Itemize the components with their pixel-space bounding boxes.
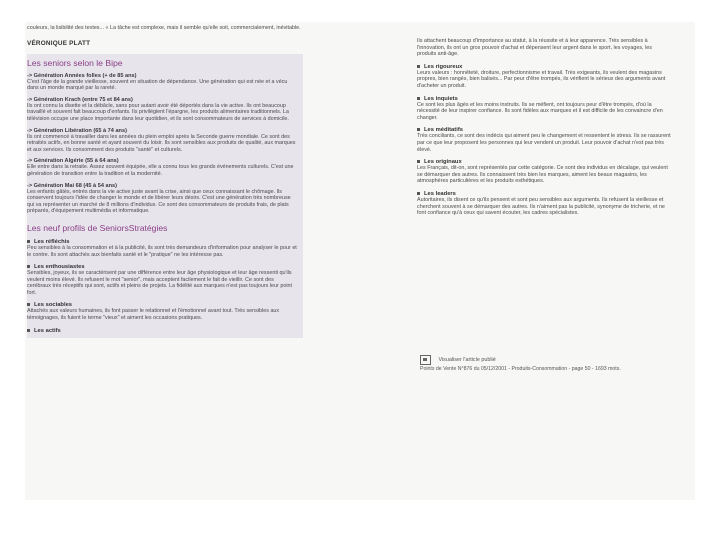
profile-heading: Les actifs <box>27 328 299 334</box>
bullet-icon <box>417 65 420 68</box>
left-column <box>27 25 303 500</box>
bullet-icon <box>27 265 30 268</box>
profile-text: Très conciliants, ce sont des indécis qui aiment peu le changement et ressentent le stress. Ils se rassurent par ce que leur proposent les personnes qui leur vendent un produit. Leur pouvoir d'achat n'est pas très élevé. <box>417 133 671 153</box>
profile-text: Sensibles, joyeux, ils se caractérisent par une différence entre leur âge physiologique et leur âge ressenti qu'ils veulent moins élevé. Ils refusent le mot "senior", mais acceptent facilement le fait de vieillir. Ce sont des cerébraux très réceptifs qui sont, actifs et pleins de projets. La fidélité aux marques n'est pas toujours leur point fort. <box>27 270 293 296</box>
view-article-link[interactable] <box>420 351 620 361</box>
profile-heading: Les rigoureux <box>417 64 672 70</box>
profile-text: Leurs valeurs : honnêteté, droiture, perfectionnisme et travail. Très exigeants, ils veulent des magasins propres, bien rangés, bien balisés... Par peur d'être trompés, ils vérifient le sérieux des arguments avant d'acheter un produit. <box>417 69 666 89</box>
generation-text: Ils ont commencé à travailler dans les années du plein emploi après la Seconde guerre mondiale. Ce sont des retraités actifs, en bonne santé et ayant souvent du loisir. Ils sont sensibles aux produits de qualité, aux marques et aux services. Ils consomment des produits "santé" et culturels. <box>27 133 296 153</box>
generation-heading: -> Génération Libération (65 à 74 ans) <box>27 127 127 134</box>
author-name: VÉRONIQUE PLATT <box>27 39 91 47</box>
profile-text: Ce sont les plus âgés et les moins instruits. Ils se méfient, ont toujours peur d'être trompés, d'où la nécessité de leur inspirer confiance. Ils sont fidèles aux marques et il est difficile de les convaincre d'en changer. <box>417 101 663 121</box>
profile-text: Attachés aux valeurs humaines, ils font passer le relationnel et l'émotionnel avant tout. Très sensibles aux témoignages, ils fuient le terme "vieux" et aiment les occasions pratiques. <box>27 308 280 322</box>
bullet-icon <box>27 240 30 243</box>
generation-heading: -> Génération Algérie (55 à 64 ans) <box>27 158 119 165</box>
profile-heading: Les méditatifs <box>417 127 672 133</box>
generation-item <box>27 128 299 154</box>
seniors-box <box>27 54 303 338</box>
profile-heading: Les inquiets <box>417 96 672 102</box>
generation-text: C'est l'âge de la grande vieillesse, souvent en situation de dépendance. Une génération qui est née et a vécu dans un monde marqué par la rareté. <box>27 78 288 92</box>
generation-heading: -> Génération Krach (entre 75 et 84 ans) <box>27 96 133 103</box>
bullet-icon <box>27 303 30 306</box>
generation-item <box>27 183 299 215</box>
profiles-section-title: Les neuf profils de SeniorsStratégies <box>27 222 168 233</box>
generation-heading: -> Génération Mai 68 (45 à 54 ans) <box>27 182 118 189</box>
bullet-icon <box>417 128 420 131</box>
profile-text: Les Français, dit-on, sont représentés par cette catégorie. Ce sont des individus en décalage, qui veulent se démarquer des autres. Ils connaissent très bien les marques, aiment les beaux magasins, les atmosphères particulières et les produits esthétiques. <box>417 165 668 185</box>
right-column <box>417 38 672 348</box>
bullet-icon <box>417 97 420 100</box>
document-icon <box>420 355 431 365</box>
bullet-icon <box>27 329 30 332</box>
generation-heading: -> Génération Années folles (+ de 85 ans) <box>27 72 137 79</box>
profile-heading: Les originaux <box>417 159 672 165</box>
view-article-label: Visualiser l'article publié <box>438 356 496 363</box>
profile-heading: Les sociables <box>27 302 299 308</box>
bullet-icon <box>417 160 420 163</box>
profile-heading: Les leaders <box>417 191 672 197</box>
profile-heading: Les enthousiastes <box>27 264 299 270</box>
generation-text: Ils ont connu la disette et la débâcle, sans pour autant avoir été déportés dans la vie active. Ils ont beaucoup travaillé et souvent fait beaucoup d'enfants. Ils privilégient l'épargne, les produits alimentaires traditionnels. La télévision occupe une place importante dans leur quotidien, et ils sont consommateurs de services à domicile. <box>27 102 289 122</box>
profile-text: Autoritaires, ils disent ce qu'ils pensent et sont peu sensibles aux arguments. Ils refusent la vieillesse et cherchent souvent à se démarquer des autres. Ils n'aiment pas la publicité, synonyme de tricherie, et ne font confiance qu'à ceux qui savent écouter, les cadres spécialistes. <box>417 196 665 217</box>
profile-heading: Les réfléchis <box>27 239 299 245</box>
profile-text: Peu sensibles à la consommation et à la publicité, ils sont très demandeurs d'information pour analyser le pour et le contre. Ils sont attachés aux bienfaits santé et le "pratique" ne les intéresse pas. <box>27 244 297 258</box>
bullet-icon <box>417 192 420 195</box>
generation-text: Elle entre dans la retraite. Assez souvent équipée, elle a connu tous les grands événements culturels. C'est une génération de transition entre la tradition et la modernité. <box>27 164 294 177</box>
right-intro-paragraph: Ils attachent beaucoup d'importance au statut, à la réussite et à leur apparence. Très sensibles à l'innovation, ils ont un gros pouvoir d'achat et dépensent leur argent dans le sport, les voyages, les produits anti-âge. <box>417 38 652 58</box>
article-source: Points de Vente N°876 du 05/12/2001 - Produits-Consommation - page 50 - 1693 mots. <box>420 366 621 372</box>
generation-item <box>27 73 299 92</box>
generation-item <box>27 158 299 177</box>
seniors-section-title: Les seniors selon le Bipe <box>27 57 123 68</box>
intro-paragraph: couleurs, la lisibilité des textes... « La tâche est complexe, mais il semble qu'elle soit, commercialement, inévitable. <box>27 25 301 31</box>
generation-text: Les enfants gâtés, entrés dans la vie active juste avant la crise, ainsi que ceux connaissant le chômage. Ils conservent toujours l'idée de changer le monde et de libérer leurs désirs. C'est une génération très nombreuse qui va représenter un marché de 8 millions d'individus. Ce sont des consommateurs de produits frais, de plats préparés, d'équipement multimédia et informatique. <box>27 188 291 215</box>
generation-item <box>27 97 299 123</box>
